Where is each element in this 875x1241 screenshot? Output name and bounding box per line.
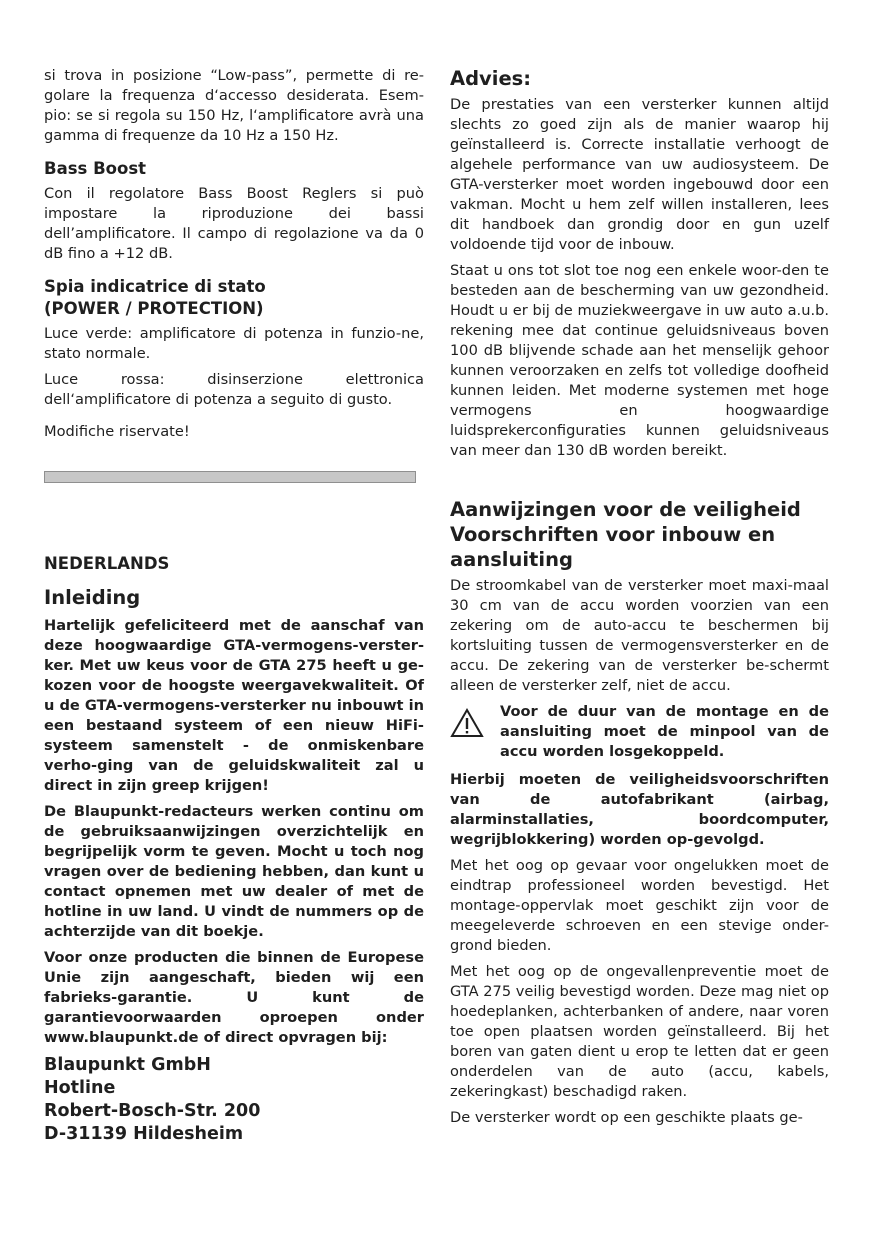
safety-paragraph-2: Hierbij moeten de veiligheidsvoorschriften van de autofabrikant (airbag, alarminstallaties, boordcomputer, wegrijblokkering) worden op-gevolgd.	[450, 771, 829, 848]
warning-triangle-icon	[450, 702, 500, 762]
safety-paragraph-1: De stroomkabel van de versterker moet maxi-maal 30 cm van de accu worden voorzien van een zekering om de auto-accu te beschermen bij kortsluiting tussen de vermogensversterker en de accu. De zekering van de versterker be-schermt alleen de versterker zelf, niet de accu.	[450, 577, 829, 694]
safety-heading: Aanwijzingen voor de veiligheid Voorschriften voor inbouw en aansluiting	[450, 498, 801, 571]
section-divider	[44, 471, 416, 483]
warning-box	[450, 702, 829, 762]
right-column	[450, 66, 829, 1134]
modifications-reserved: Modifiche riservate!	[44, 423, 190, 440]
address-street: Robert-Bosch-Str. 200	[44, 1101, 261, 1121]
hotline-address	[44, 1054, 424, 1146]
inleiding-paragraph-2: De Blaupunkt-redacteurs werken continu om de gebruiksaanwijzingen overzichtelijk en begrijpelijk vorm te geven. Mocht u toch nog vragen over de bediening hebben, dan kunt u contact opnemen met uw dealer of met de hotline in uw land. U vindt de nummers op de achterzijde van dit boekje.	[44, 803, 424, 940]
inleiding-paragraph-1: Hartelijk gefeliciteerd met de aanschaf van deze hoogwaardige GTA-vermogens-verster-ker. Met uw keus voor de GTA 275 heeft u ge-kozen voor de hoogste weergavekwaliteit. Of u de GTA-vermogens-versterker nu inbouwt in een bestaand systeem of een nieuw HiFi-systeem samenstelt - de onmiskenbare verho-ging van de geluidskwaliteit zal u direct in zijn greep krijgen!	[44, 617, 425, 794]
status-red-text: Luce rossa: disinserzione elettronica dell‘amplificatore di potenza a seguito di gusto.	[44, 371, 424, 408]
intro-paragraph: si trova in posizione “Low-pass”, permette di re-golare la frequenza d‘accesso desiderata. Esem-pio: se si regola su 150 Hz, l‘amplificatore avrà una gamma di frequenze da 10 Hz a 150 Hz.	[44, 67, 424, 144]
status-led-heading-line1: Spia indicatrice di stato	[44, 277, 266, 296]
address-company: Blaupunkt GmbH	[44, 1055, 211, 1075]
inleiding-paragraph-3: Voor onze producten die binnen de Europese Unie zijn aangeschaft, bieden wij een fabrieks-garantie. U kunt de garantievoorwaarden oproepen onder www.blaupunkt.de of direct opvragen bij:	[44, 949, 424, 1046]
bass-boost-heading: Bass Boost	[44, 159, 147, 178]
left-column	[44, 66, 424, 1146]
bass-boost-text: Con il regolatore Bass Boost Reglers si può impostare la riproduzione dei bassi dell’amplificatore. Il campo di regolazione va da 0 dB fino a +12 dB.	[44, 185, 424, 262]
safety-paragraph-5: De versterker wordt op een geschikte plaats ge-	[450, 1109, 803, 1126]
status-green-text: Luce verde: amplificatore di potenza in funzio-ne, stato normale.	[44, 325, 424, 362]
status-led-heading	[44, 276, 424, 320]
address-hotline: Hotline	[44, 1078, 116, 1098]
address-city: D-31139 Hildesheim	[44, 1124, 244, 1144]
warning-text: Voor de duur van de montage en de aansluiting moet de minpool van de accu worden losgekoppeld.	[500, 703, 829, 760]
advies-paragraph-1: De prestaties van een versterker kunnen altijd slechts zo goed zijn als de manier waarop hij geïnstalleerd is. Correcte installatie verhoogt de algehele performance van uw audiosysteem. De GTA-versterker moet worden ingebouwd door een vakman. Mocht u hem zelf willen installeren, lees dit handboek dan grondig door en gun uzelf voldoende tijd voor de inbouw.	[450, 96, 829, 253]
advies-paragraph-2: Staat u ons tot slot toe nog een enkele woor-den te besteden aan de bescherming van uw gezondheid. Houdt u er bij de muziekweergave in uw auto a.u.b. rekening mee dat continue geluidsniveaus boven 100 dB blijvende schade aan het menselijk gehoor kunnen veroorzaken en zelfs tot volledige doofheid kunnen leiden. Met moderne systemen met hoge vermogens en hoogwaardige luidsprekerconfiguraties kunnen geluidsniveaus van meer dan 130 dB worden bereikt.	[450, 262, 829, 459]
safety-paragraph-3: Met het oog op gevaar voor ongelukken moet de eindtrap professioneel worden bevestigd. Het montage-oppervlak moet geschikt zijn voor de meegeleverde schroeven en een stevige onder-grond bieden.	[450, 857, 829, 954]
safety-paragraph-4: Met het oog op de ongevallenpreventie moet de GTA 275 veilig bevestigd worden. Deze mag niet op hoedeplanken, achterbanken of andere, naar voren toe open plaatsen worden geïnstalleerd. Bij het boren van gaten dient u erop te letten dat er geen onderdelen van de auto (accu, kabels, zekeringkast) beschadigd raken.	[450, 963, 829, 1100]
inleiding-heading: Inleiding	[44, 586, 141, 609]
status-led-heading-line2: (POWER / PROTECTION)	[44, 299, 264, 318]
advies-heading: Advies:	[450, 67, 532, 90]
language-label: NEDERLANDS	[44, 554, 170, 573]
